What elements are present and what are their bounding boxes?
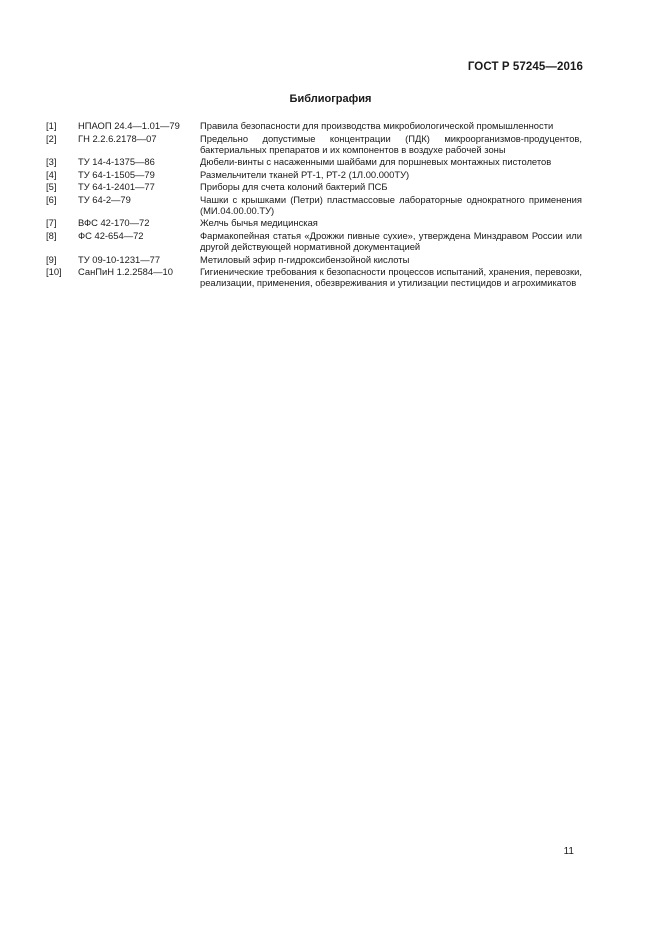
bibliography-entry	[46, 230, 582, 252]
entry-reference: ТУ 64-2—79	[78, 193, 131, 205]
entry-description: Желчь бычья медицинская	[200, 217, 318, 229]
entry-description: Фармакопейная статья «Дрожжи пивные сухие», утверждена Минздравом России или другой действующей нормативной документацией	[200, 229, 582, 253]
entry-reference: ТУ 64-1-2401—77	[78, 181, 155, 193]
entry-reference: ТУ 64-1-1505—79	[78, 168, 155, 180]
entry-reference: ГН 2.2.6.2178—07	[78, 132, 157, 144]
document-code: ГОСТ Р 57245—2016	[467, 61, 583, 73]
entry-description: Чашки с крышками (Петри) пластмассовые лабораторные однократного применения (МИ.04.00.00.ТУ)	[200, 193, 582, 216]
bibliography-entry	[46, 156, 582, 167]
entry-reference: ТУ 14-4-1375—86	[78, 156, 155, 168]
bibliography-entry	[46, 254, 582, 265]
bibliography-entry	[46, 133, 582, 155]
bibliography-list	[46, 120, 582, 290]
entry-number: [10]	[46, 266, 62, 278]
entry-reference: НПАОП 24.4—1.01—79	[78, 120, 180, 131]
entry-description: Правила безопасности для производства микробиологической промышленности	[200, 120, 554, 131]
entry-number: [6]	[46, 193, 57, 205]
entry-number: [8]	[46, 229, 57, 241]
entry-reference: ВФС 42-170—72	[78, 217, 150, 229]
bibliography-entry	[46, 169, 582, 180]
entry-number: [3]	[46, 156, 57, 168]
entry-description: Предельно допустимые концентрации (ПДК) микроорганизмов-продуцентов, бактериальных препаратов и их компонентов в воздухе рабочей зоны	[200, 132, 582, 155]
entry-description: Приборы для счета колоний бактерий ПСБ	[200, 181, 388, 193]
entry-number: [9]	[46, 253, 57, 265]
bibliography-entry	[46, 266, 582, 288]
bibliography-entry	[46, 194, 582, 216]
entry-reference: СанПиН 1.2.2584—10	[78, 266, 173, 278]
bibliography-entry	[46, 120, 582, 131]
entry-reference: ФС 42-654—72	[78, 229, 144, 241]
entry-reference: ТУ 09-10-1231—77	[78, 253, 161, 265]
page-number: 11	[563, 846, 574, 857]
entry-number: [2]	[46, 132, 57, 144]
entry-number: [5]	[46, 181, 57, 193]
bibliography-entry	[46, 181, 582, 192]
entry-description: Гигиенические требования к безопасности процессов испытаний, хранения, перевозки, реализации, применения, обезвреживания и утилизации пестицидов и агрохимикатов	[200, 266, 582, 289]
entry-description: Дюбели-винты с насаженными шайбами для поршневых монтажных пистолетов	[200, 156, 552, 168]
entry-number: [1]	[46, 120, 57, 131]
entry-number: [7]	[46, 217, 57, 229]
section-title: Библиография	[289, 93, 372, 105]
entry-description: Размельчители тканей РТ-1, РТ-2 (1Л.00.000ТУ)	[200, 168, 410, 180]
entry-description: Метиловый эфир п-гидроксибензойной кислоты	[200, 253, 410, 265]
entry-number: [4]	[46, 168, 57, 180]
bibliography-entry	[46, 217, 582, 228]
